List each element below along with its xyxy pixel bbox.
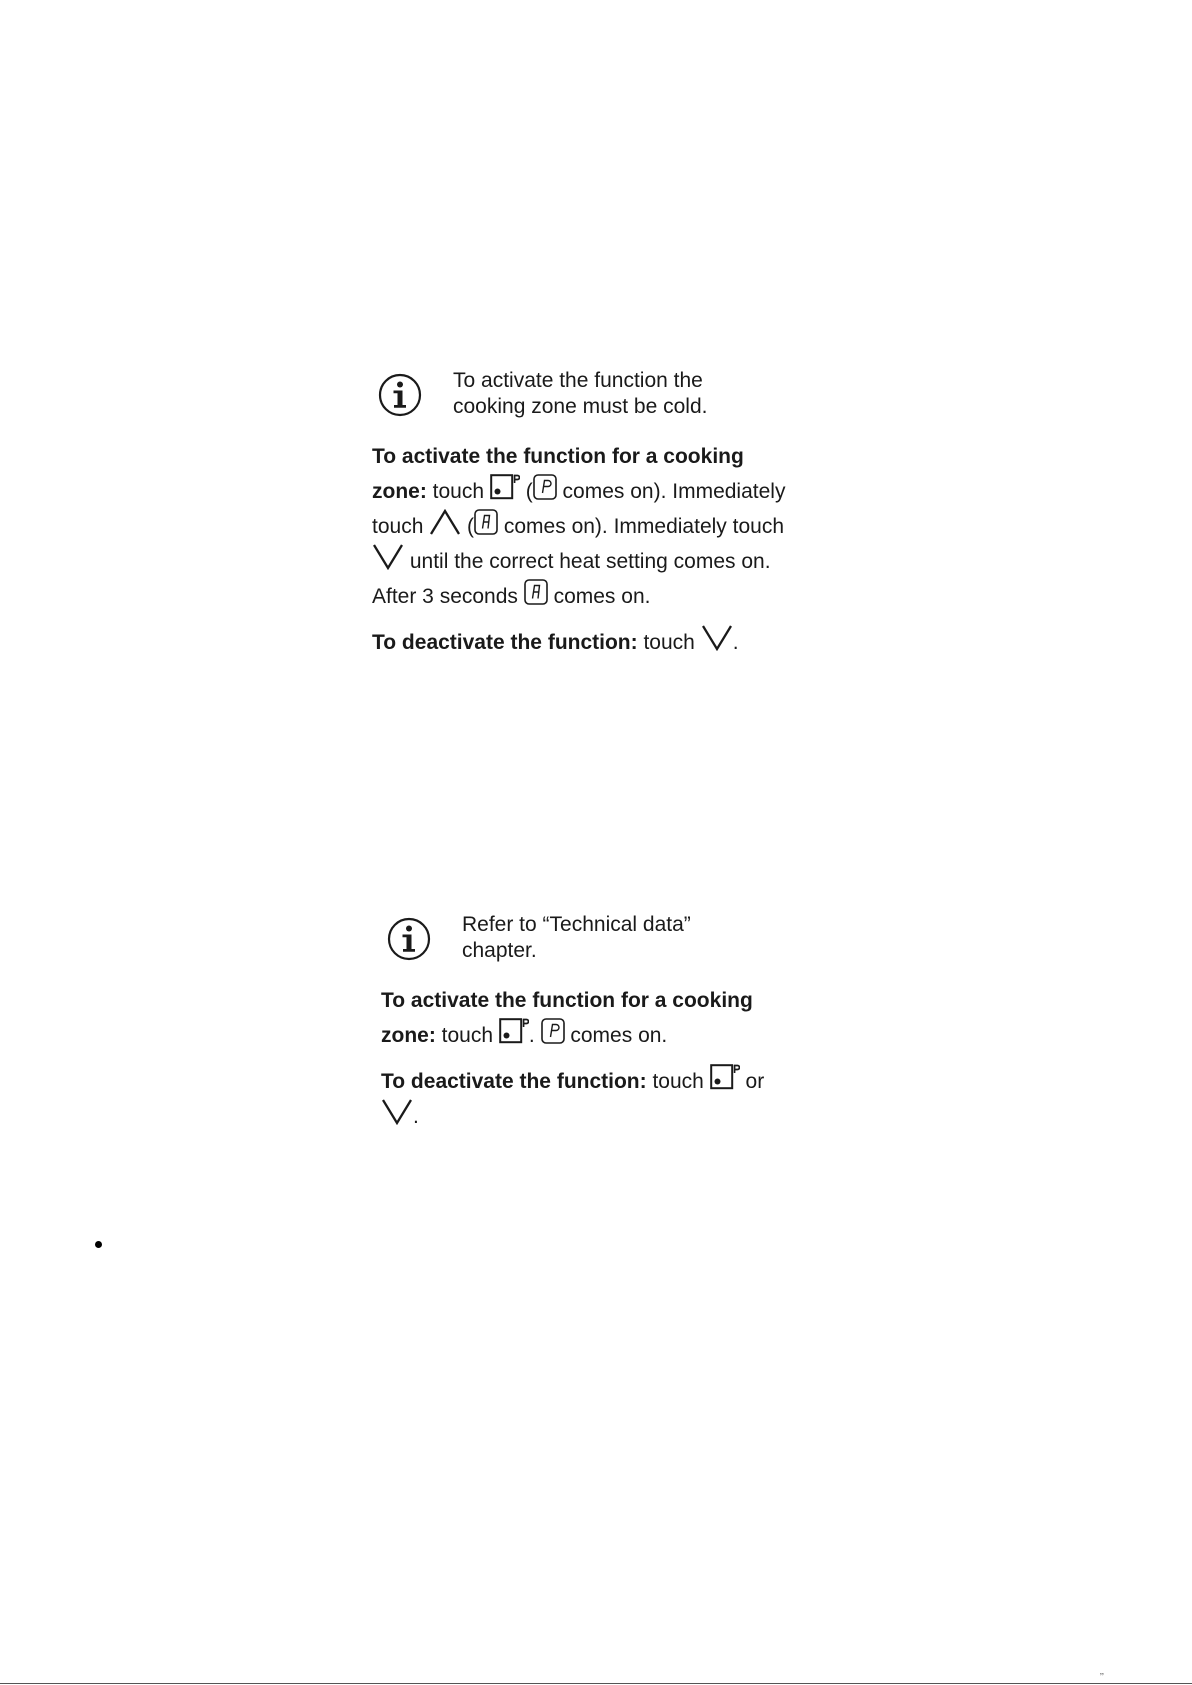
text-touch: touch (646, 1070, 710, 1093)
para-line (372, 625, 892, 660)
info-note-2 (386, 916, 432, 967)
up-arrow-icon (429, 509, 461, 535)
note-line: Refer to “Technical data” (462, 913, 691, 936)
info-circle-icon (386, 916, 432, 962)
text-period: . (528, 1024, 541, 1047)
text-touch: touch (637, 631, 701, 654)
text-comes-on: comes on). Immediately touch (498, 515, 784, 538)
para-line (381, 1099, 901, 1134)
activate-heading: To activate the function for a cooking (381, 989, 753, 1012)
para-line (372, 544, 892, 579)
text-comes-on: comes on. (564, 1024, 668, 1047)
note-line: cooking zone must be cold. (453, 395, 708, 418)
power-p-key-icon (499, 1018, 529, 1044)
text-touch: touch (435, 1024, 499, 1047)
text-or: or (739, 1070, 765, 1093)
footer-divider (0, 1683, 1192, 1684)
down-arrow-icon (701, 625, 733, 651)
note-line: To activate the function the (453, 369, 703, 392)
text-comes-on: comes on. (547, 585, 651, 608)
activate-heading-cont: zone: (372, 480, 427, 503)
display-p-icon (541, 1018, 565, 1044)
display-a-icon (524, 579, 548, 605)
text-touch: touch (426, 480, 490, 503)
para-line (372, 474, 892, 509)
display-a-icon (474, 509, 498, 535)
para-line (372, 439, 892, 474)
para-line (381, 1018, 901, 1053)
text-period: . (732, 631, 739, 654)
deactivate-heading: To deactivate the function: (381, 1070, 647, 1093)
activate-heading-cont: zone: (381, 1024, 436, 1047)
text-after: After 3 seconds (372, 585, 524, 608)
down-arrow-icon (372, 544, 404, 570)
display-p-icon (533, 474, 557, 500)
footer-mark: ’’ (1099, 1672, 1104, 1683)
para-line (381, 1064, 901, 1099)
activate-paragraph-2 (381, 983, 901, 1134)
para-line (372, 509, 892, 544)
bullet-dot (95, 1241, 102, 1248)
down-arrow-icon (381, 1099, 413, 1125)
info-note-1 (377, 372, 423, 423)
deactivate-heading: To deactivate the function: (372, 631, 638, 654)
activate-heading: To activate the function for a cooking (372, 445, 744, 468)
power-p-key-icon (710, 1064, 740, 1090)
power-p-key-icon (490, 474, 520, 500)
text-paren: ( (461, 515, 475, 538)
activate-paragraph-1 (372, 439, 892, 660)
para-line (381, 983, 901, 1018)
para-line (372, 579, 892, 614)
info-circle-icon (377, 372, 423, 418)
text-paren: ( (519, 480, 533, 503)
text-period: . (413, 1105, 419, 1128)
text-until: until the correct heat setting comes on. (404, 550, 771, 573)
info-note-text-1 (453, 368, 707, 420)
info-note-text-2 (462, 912, 691, 964)
text-touch: touch (372, 515, 430, 538)
text-comes-on: comes on). Immediately (556, 480, 786, 503)
note-line: chapter. (462, 939, 537, 962)
